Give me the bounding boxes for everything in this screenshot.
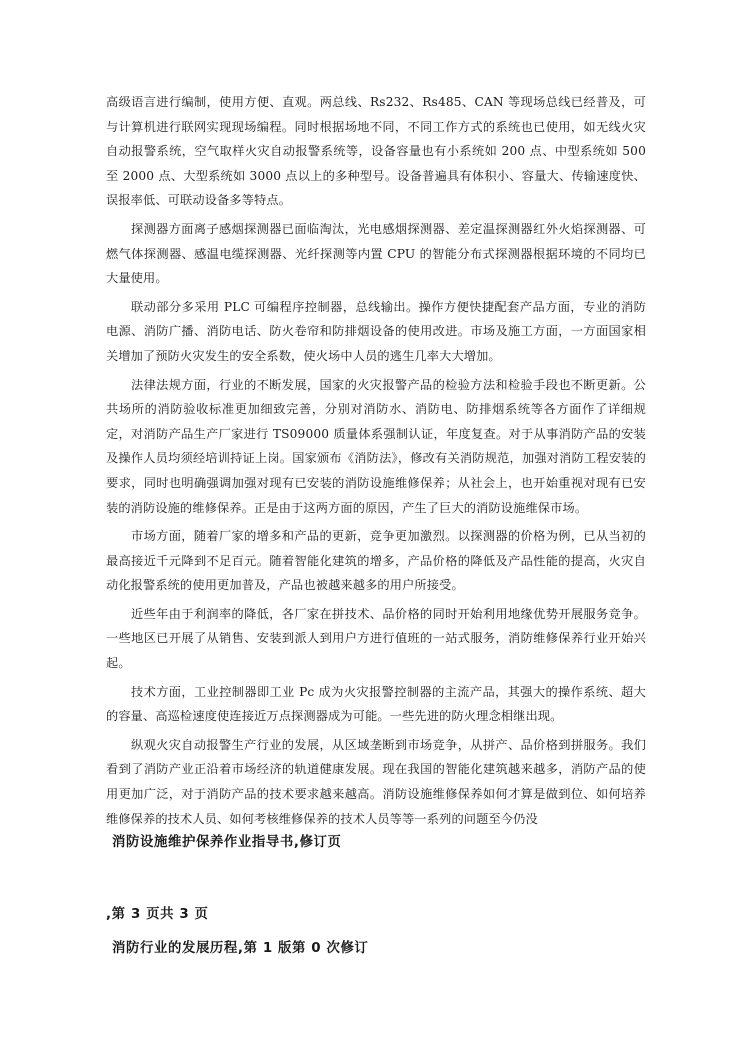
paragraph-5: 市场方面，随着厂家的增多和产品的更新，竞争更加激烈。以探测器的价格为例，已从当初的最高接近千元降到不足百元。随着智能化建筑的增多，产品价格的降低及产品性能的提高，火灾自动化报警系统的使用更加普及，产品也被越来越多的用户所接受。 <box>106 529 646 593</box>
document-body <box>106 90 646 835</box>
paragraph-1: 高级语言进行编制，使用方便、直观。两总线、Rs232、Rs485、CAN 等现场总线已经普及，可与计算机进行联网实现现场编程。同时根据场地不同，不同工作方式的系统也已使用，如无线火灾自动报警系统，空气取样火灾自动报警系统等，设备容量也有小系统如 200 点、中型系统如 500 至 2000 点、大型系统如 3000 点以上的多种型号。设备普遍具有体积小、容量大、传输速度快、误报率低、可联动设备多等特点。 <box>106 95 646 208</box>
paragraph-6: 近些年由于利润率的降低，各厂家在拼技术、品价格的同时开始利用地缘优势开展服务竞争。一些地区已开展了从销售、安装到派人到用户方进行值班的一站式服务，消防维修保养行业开始兴起。 <box>106 606 646 671</box>
footer-section-revision: 消防行业的发展历程,第 1 版第 0 次修订 <box>112 941 369 956</box>
paragraph-4: 法律法规方面，行业的不断发展，国家的火灾报警产品的检验方法和检验手段也不断更新。公共场所的消防验收标准更加细致完善，分别对消防水、消防电、防排烟系统等各方面作了详细规定，对消防产品生产厂家进行 TS09000 质量体系强制认证，年度复查。对于从事消防产品的安装及操作人员均须经培训持证上岗。国家颁布《消防法》，修改有关消防规范，加强对消防工程安装的要求，同时也明确强调加强对现有已安装的消防设施维修保养；从社会上，也开始重视对现有已安装的消防设施的维修保养。正是由于这两方面的原因，产生了巨大的消防设施维保市场。 <box>106 377 646 515</box>
paragraph-3: 联动部分多采用 PLC 可编程序控制器，总线输出。操作方便快捷配套产品方面，专业的消防电源、消防广播、消防电话、防火卷帘和防排烟设备的使用改进。市场及施工方面，一方面国家相关增加了预防火灾发生的安全系数，使火场中人员的逃生几率大大增加。 <box>106 299 646 363</box>
paragraph-7: 技术方面，工业控制器即工业 Pc 成为火灾报警控制器的主流产品，其强大的操作系统、超大的容量、高巡检速度使连接近万点探测器成为可能。一些先进的防火理念相继出现。 <box>106 684 646 724</box>
footer-document-title: 消防设施维护保养作业指导书,修订页 <box>112 835 342 850</box>
paragraph-2: 探测器方面离子感烟探测器已面临淘汰，光电感烟探测器、差定温探测器红外火焰探测器、可燃气体探测器、感温电缆探测器、光纤探测等内置 CPU 的智能分布式探测器根据环境的不同均已大量使用。 <box>106 221 646 286</box>
footer-page-number: ,第 3 页共 3 页 <box>106 907 209 922</box>
paragraph-8: 纵观火灾自动报警生产行业的发展，从区域垄断到市场竞争，从拼产、品价格到拼服务。我们看到了消防产业正沿着市场经济的轨道健康发展。现在我国的智能化建筑越来越多，消防产品的使用更加广泛，对于消防产品的技术要求越来越高。消防设施维修保养如何才算是做到位、如何培养维修保养的技术人员、如何考核维修保养的技术人员等等一系列的问题至今仍没 <box>106 737 646 826</box>
